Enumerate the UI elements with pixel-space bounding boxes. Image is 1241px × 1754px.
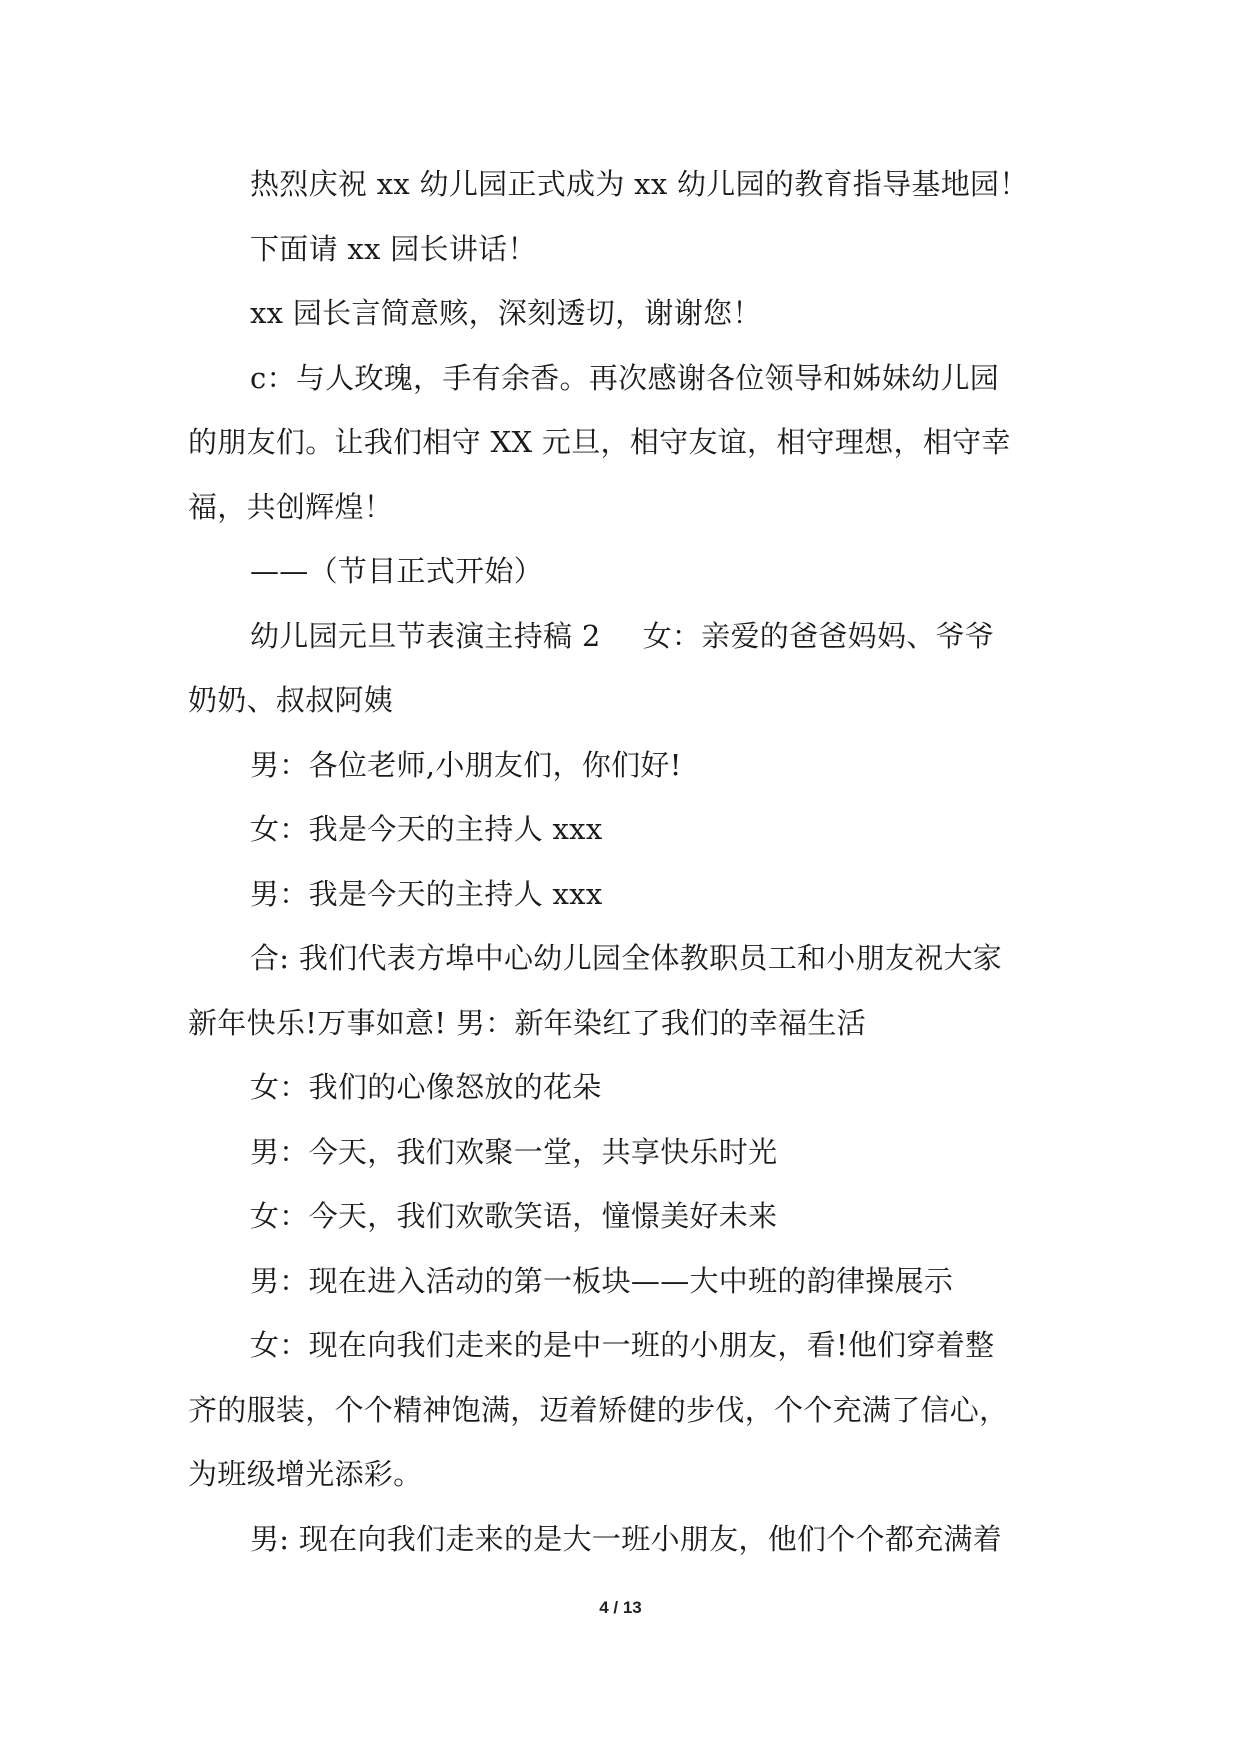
paragraph-female-flowers: 女：我们的心像怒放的花朵 [250,1070,602,1104]
paragraph-line: 新年快乐!万事如意! 男：新年染红了我们的幸福生活 [188,1005,867,1040]
paragraph-line: 合: 我们代表方埠中心幼儿园全体教职员工和小朋友祝大家 [250,941,1003,975]
paragraph-line: 奶奶、叔叔阿姨 [188,683,394,717]
paragraph-line [188,604,1058,669]
script-title: 幼儿园元旦节表演主持稿 2 [250,618,601,653]
paragraph-script-title [188,604,1058,733]
page-number: 4 / 13 [599,1598,642,1617]
paragraph-male-first-section: 男：现在进入活动的第一板块——大中班的韵律操展示 [250,1263,954,1298]
paragraph-joint-greeting [188,926,1058,1055]
paragraph-invite-speech: 下面请 xx 园长讲话！ [250,231,537,266]
paragraph-program-start: ——（节目正式开始） [250,554,544,588]
paragraph-big-class-one: 男: 现在向我们走来的是大一班小朋友，他们个个都充满着 [250,1521,1003,1556]
paragraph-line: 福，共创辉煌！ [188,489,394,524]
paragraph-female-host: 女：我是今天的主持人 xxx [250,812,603,846]
paragraph-female-future: 女：今天，我们欢歌笑语，憧憬美好未来 [250,1199,778,1233]
paragraph-line: c：与人玫瑰，手有余香。再次感谢各位领导和姊妹幼儿园 [250,360,1000,395]
paragraph-line: 女：现在向我们走来的是中一班的小朋友，看!他们穿着整 [250,1328,995,1362]
paragraph-line: 齐的服装，个个精神饱满，迈着矫健的步伐，个个充满了信心， [188,1392,1009,1427]
paragraph-line: 为班级增光添彩。 [188,1457,423,1491]
paragraph-class-one [188,1313,1058,1507]
document-body [188,152,1058,1571]
paragraph-male-host: 男：我是今天的主持人 xxx [250,876,603,911]
paragraph-celebration: 热烈庆祝 xx 幼儿园正式成为 xx 幼儿园的教育指导基地园！ [250,167,1029,201]
script-opening-line: 女：亲爱的爸爸妈妈、爷爷 [642,618,995,653]
paragraph-roses [188,346,1058,540]
paragraph-male-greeting: 男：各位老师,小朋友们，你们好! [250,747,682,782]
paragraph-male-gathering: 男：今天，我们欢聚一堂，共享快乐时光 [250,1134,778,1169]
paragraph-thanks-director: xx 园长言简意赅，深刻透切，谢谢您！ [250,296,762,330]
paragraph-line: 的朋友们。让我们相守 XX 元旦，相守友谊，相守理想，相守幸 [188,425,1011,459]
